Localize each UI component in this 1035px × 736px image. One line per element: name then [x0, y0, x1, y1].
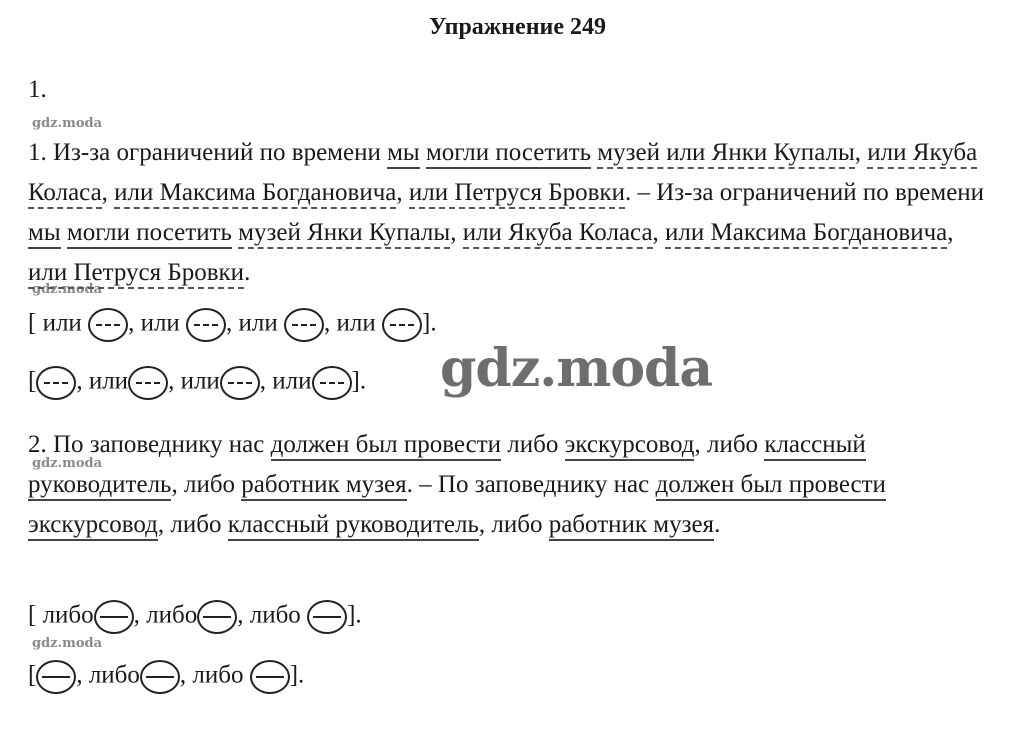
- subject: работник музея: [549, 511, 714, 541]
- oval-dashed-icon: [88, 308, 128, 342]
- scheme-text: , или: [76, 367, 129, 395]
- text-fragment: .: [714, 511, 721, 538]
- oval-dashed-icon: [128, 366, 168, 400]
- scheme-text: , либо: [133, 601, 198, 629]
- homogeneous-member: или Петруся Бровки: [409, 179, 625, 209]
- subject: классный руководитель: [28, 431, 866, 501]
- scheme-text: ].: [289, 661, 305, 689]
- oval-dashed-icon: [312, 366, 352, 400]
- oval-dashed-icon: [36, 366, 76, 400]
- homogeneous-member: или Якуба Коласа: [463, 219, 653, 249]
- scheme-3: [28, 600, 362, 634]
- scheme-4: [28, 660, 304, 694]
- scheme-text: , или: [168, 367, 220, 395]
- predicate: должен был провести: [271, 431, 501, 461]
- watermark: gdz.moda: [32, 282, 103, 297]
- text-fragment: ,: [450, 219, 463, 246]
- watermark: gdz.moda: [32, 636, 103, 651]
- text-fragment: , либо: [478, 511, 549, 538]
- oval-solid-icon: [36, 660, 76, 694]
- watermark-large: gdz.moda: [440, 338, 713, 399]
- text-fragment: ,: [396, 179, 409, 206]
- sentence-1: [28, 133, 998, 293]
- watermark: gdz.moda: [32, 456, 103, 471]
- oval-dashed-icon: [382, 308, 422, 342]
- oval-solid-icon: [94, 600, 134, 634]
- text-fragment: , либо: [157, 511, 228, 538]
- scheme-text: , либо: [76, 661, 140, 689]
- text-fragment: либо: [501, 431, 565, 458]
- oval-solid-icon: [250, 660, 290, 694]
- predicate: должен был провести: [656, 471, 886, 501]
- predicate: могли посетить: [426, 139, 591, 169]
- scheme-text: , или: [226, 309, 285, 337]
- predicate: могли посетить: [67, 219, 232, 249]
- homogeneous-member: или Максима Богдановича: [114, 179, 396, 209]
- scheme-text: , или: [259, 367, 312, 395]
- subject: мы: [387, 139, 420, 169]
- item-number: 1.: [28, 76, 47, 103]
- text-fragment: , либо: [694, 431, 765, 458]
- scheme-text: , либо: [237, 601, 301, 629]
- scheme-text: ].: [347, 601, 362, 629]
- text-fragment: , либо: [171, 471, 242, 498]
- subject: мы: [28, 219, 61, 249]
- text-fragment: .: [244, 259, 251, 286]
- scheme-text: , или: [128, 309, 187, 337]
- text-fragment: ,: [652, 219, 666, 246]
- text-fragment: . – По заповеднику нас: [406, 471, 656, 498]
- scheme-text: [ либо: [28, 601, 94, 629]
- scheme-text: , либо: [179, 661, 244, 689]
- text-fragment: ,: [101, 179, 115, 206]
- text-fragment: [61, 219, 67, 246]
- scheme-text: [ или: [28, 309, 89, 337]
- homogeneous-member: или Петруся Бровки: [28, 259, 244, 289]
- scheme-1: [28, 308, 437, 342]
- subject: экскурсовод: [28, 511, 158, 541]
- scheme-text: ].: [351, 367, 367, 395]
- scheme-text: , или: [324, 309, 383, 337]
- oval-dashed-icon: [220, 366, 260, 400]
- scheme-text: ].: [422, 309, 437, 337]
- text-fragment: 2. По заповеднику нас: [28, 431, 271, 458]
- homogeneous-member: музей или Янки Купалы: [597, 139, 855, 169]
- subject: экскурсовод: [565, 431, 695, 461]
- homogeneous-member: музей Янки Купалы: [238, 219, 450, 249]
- sentence-2: [28, 425, 998, 545]
- subject: работник музея: [241, 471, 406, 501]
- scheme-text: [: [28, 661, 37, 689]
- text-fragment: ,: [947, 219, 954, 246]
- scheme-2: [28, 366, 366, 400]
- oval-solid-icon: [307, 600, 347, 634]
- scheme-text: [: [28, 367, 37, 395]
- oval-solid-icon: [140, 660, 180, 694]
- text-fragment: . – Из-за ограничений по времени: [624, 179, 985, 206]
- oval-dashed-icon: [186, 308, 226, 342]
- watermark: gdz.moda: [32, 116, 103, 131]
- text-fragment: 1. Из-за ограничений по времени: [28, 139, 388, 166]
- oval-solid-icon: [197, 600, 237, 634]
- subject: классный руководитель: [228, 511, 479, 541]
- text-fragment: ,: [854, 139, 868, 166]
- oval-dashed-icon: [284, 308, 324, 342]
- homogeneous-member: или Максима Богдановича: [665, 219, 947, 249]
- page-title: Упражнение 249: [428, 14, 606, 40]
- homogeneous-member: или Якуба Коласа: [28, 139, 977, 209]
